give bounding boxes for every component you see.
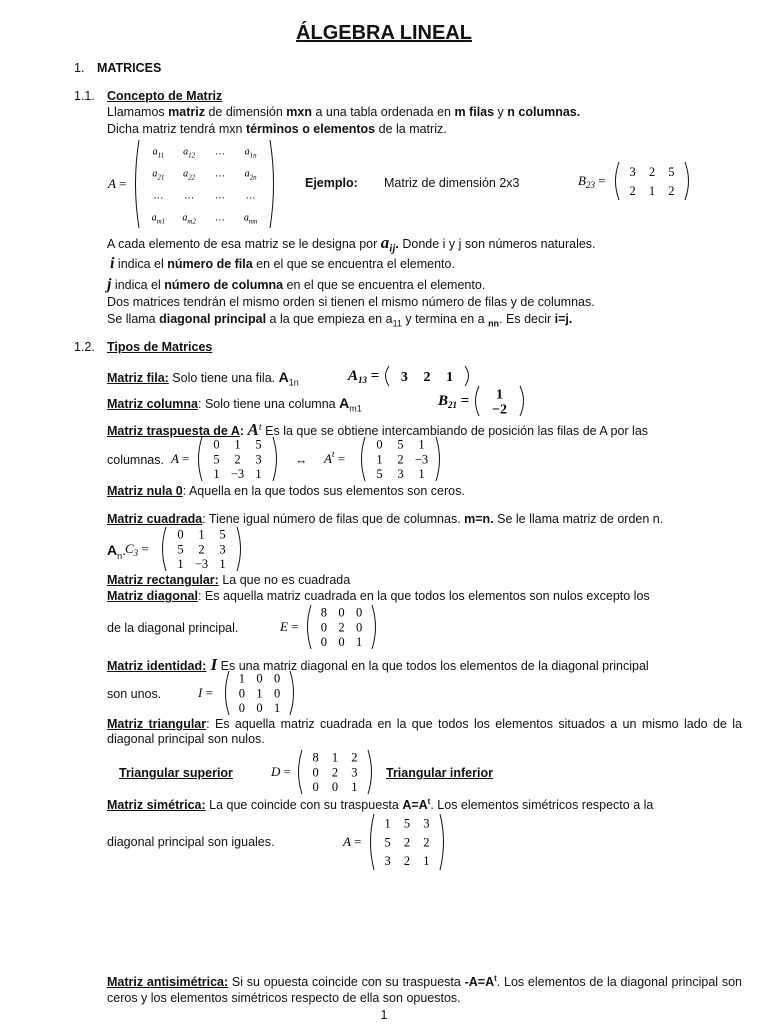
subsection-title: Tipos de Matrices <box>107 340 213 354</box>
matrix-cell: 1 <box>446 369 454 385</box>
triangular-superior-label: Triangular superior <box>119 766 233 780</box>
matrix-cell: 0 <box>376 437 383 452</box>
matrix-cell: 2 <box>234 452 241 467</box>
matrix-cell: 1 <box>177 557 184 572</box>
matrix-cell: 0 <box>338 635 345 650</box>
left-paren <box>299 750 303 794</box>
matrix-cell: 1 <box>384 816 391 831</box>
matrix-cell: … <box>245 190 256 202</box>
matrix-cell: 3 <box>400 369 408 385</box>
paragraph-line: columnas. <box>107 453 164 467</box>
matriz-traspuesta-line: Matriz traspuesta de A: $A^t$ Es la que se obtiene intercambiando de posición las filas de A por las <box>107 420 649 439</box>
matrix-cell: 2 <box>331 765 339 780</box>
matriz-rectangular-line: Matriz rectangular: La que no es cuadrada <box>107 573 351 587</box>
matrix-cell: $a_{12}$ <box>183 146 196 160</box>
matrix-cell: 2 <box>403 835 411 850</box>
matrix-name: $A_{13}$ = <box>348 368 380 385</box>
matrix-cell: 8 <box>312 750 319 765</box>
paragraph-line: de la diagonal principal. <box>107 621 239 635</box>
matrix-cell: $a_{2n}$ <box>244 168 257 182</box>
matrix-cell: … <box>214 190 225 202</box>
matrix-cell: 5 <box>255 437 262 452</box>
matrix-cell: 5 <box>213 452 220 467</box>
arrow-icon: ↔ <box>295 453 308 467</box>
page-number: 1 <box>380 1008 388 1022</box>
matrix-cell: 0 <box>177 527 184 542</box>
matrix-cell: 1 <box>238 671 245 686</box>
matrix-cell: 0 <box>320 635 327 650</box>
matrix-cell: … <box>214 212 225 224</box>
paragraph-line: Dicha matriz tendrá mxn términos o elementos de la matriz. <box>107 122 447 136</box>
matrix-cell: 1 <box>418 437 425 452</box>
matriz-columna-line: Matriz columna: Solo tiene una columna $A_{m1}$ <box>107 395 362 414</box>
matrix-cell: 3 <box>351 765 358 780</box>
paragraph-line: Se llama diagonal principal a la que empieza en $a_{11}$ y termina en a $_{nn}$. Es decir i=j. <box>107 312 573 329</box>
matrix-cell: … <box>184 190 195 202</box>
matrix-cell: 0 <box>213 437 220 452</box>
matrix-cell: 1 <box>356 635 363 650</box>
right-paren <box>237 527 241 571</box>
matrix-cell: −3 <box>414 452 429 467</box>
matrix-cell: 2 <box>403 854 411 869</box>
right-paren <box>520 386 524 416</box>
matrix-cell: 1 <box>423 854 430 869</box>
matrix-cell: 3 <box>397 467 404 482</box>
right-paren <box>436 437 440 481</box>
matrix-cell: 0 <box>238 701 245 716</box>
matrix-cell: 1 <box>256 686 263 701</box>
left-paren <box>163 527 167 571</box>
section-number: 1. <box>74 61 85 75</box>
matrix-cell: 0 <box>338 605 345 620</box>
matrix-cell: $a_{m2}$ <box>182 212 196 226</box>
matrix-cell: 2 <box>668 183 675 198</box>
paragraph-line: Dos matrices tendrán el mismo orden si tienen el mismo número de filas y de columnas. <box>107 295 595 309</box>
left-paren <box>476 386 480 416</box>
matrix-name: $A^t$ = <box>324 449 346 466</box>
matrix-name: $C_3$ = <box>125 541 149 558</box>
left-paren <box>308 605 312 649</box>
left-paren <box>136 140 140 228</box>
left-paren <box>371 814 375 870</box>
matrix-cell: 0 <box>256 671 263 686</box>
right-paren <box>440 814 444 870</box>
matrix-cell: 0 <box>356 605 363 620</box>
matrix-cell: 2 <box>397 452 404 467</box>
left-paren <box>199 437 203 481</box>
right-paren <box>685 162 689 200</box>
matrix-b23 <box>578 160 693 202</box>
matrix-cell: 5 <box>403 816 411 831</box>
right-paren <box>273 437 277 481</box>
matrix-cell: 2 <box>198 542 205 557</box>
right-paren <box>368 750 372 794</box>
matrix-cell: 1 <box>418 467 425 482</box>
subsection-number: 1.1. <box>74 89 95 103</box>
subsection-number: 1.2. <box>74 340 95 354</box>
matrix-cell: 0 <box>356 620 363 635</box>
matrix-d <box>271 748 376 796</box>
matrix-cell: 2 <box>629 183 636 198</box>
ejemplo-label: Ejemplo: <box>305 176 358 190</box>
matrix-cell: 8 <box>320 605 327 620</box>
matrix-b21 <box>438 384 528 418</box>
right-paren <box>372 605 376 649</box>
matrix-cell: 1 <box>496 387 503 403</box>
matrix-cell: 2 <box>338 620 345 635</box>
right-paren <box>270 140 274 228</box>
left-paren <box>362 437 366 481</box>
subsection-title: Concepto de Matriz <box>107 89 223 103</box>
matrix-cell: … <box>214 168 225 180</box>
matrix-cell: 2 <box>423 369 431 385</box>
matrix-name: $B_{23}$ = <box>578 173 606 190</box>
matrix-cell: 3 <box>219 542 226 557</box>
matrix-cell: 0 <box>274 671 281 686</box>
matrix-cell: 3 <box>255 452 262 467</box>
general-matrix <box>108 138 278 230</box>
matrix-cell: 0 <box>256 701 263 716</box>
matrix-cell: 0 <box>274 686 281 701</box>
matriz-diagonal-line: Matriz diagonal: Es aquella matriz cuadrada en la que todos los elementos son nulos excepto los <box>107 589 650 603</box>
paragraph-line: diagonal principal son iguales. <box>107 835 275 849</box>
paragraph-line: son unos. <box>107 687 162 701</box>
matrix-cell: … <box>214 146 225 158</box>
matrix-cell: 1 <box>198 527 205 542</box>
matrix-cell: 0 <box>312 765 319 780</box>
matrix-cell: 1 <box>219 557 226 572</box>
matrix-cell: 5 <box>376 467 383 482</box>
matrix-cell: 1 <box>331 750 339 765</box>
matrix-cell: 0 <box>312 780 319 795</box>
matrix-name: E = <box>280 619 299 634</box>
left-paren <box>226 671 230 715</box>
matrix-cell: 2 <box>351 750 358 765</box>
matrix-cell: 5 <box>384 835 391 850</box>
matrix-cell: 1 <box>213 467 220 482</box>
matrix-cell: $a_{1n}$ <box>244 146 257 160</box>
paragraph-line: A cada elemento de esa matriz se le designa por $a_{ij}$. Donde i y j son números naturales. <box>107 233 596 255</box>
matrix-name: I = <box>198 685 213 700</box>
matrix-cell: 3 <box>384 854 391 869</box>
matrix-cell: 1 <box>274 701 281 716</box>
matriz-simetrica-line: Matriz simétrica: La que coincide con su traspuesta $A=A^t$. Los elementos simétricos respecto a la <box>107 797 654 813</box>
matrix-cell: 3 <box>423 816 430 831</box>
matrix-a <box>171 435 281 483</box>
matrix-cell: 5 <box>177 542 184 557</box>
matrix-cell: 1 <box>351 780 358 795</box>
matriz-antisimetrica-paragraph: Matriz antisimétrica: Si su opuesta coincide con su traspuesta $-A=A^t$. Los elementos de la diagonal principal son ceros y los elementos simétricos respecto de ella son opuestos. <box>107 974 742 1006</box>
triangular-inferior-label: Triangular inferior <box>386 766 493 780</box>
matrix-at <box>324 435 444 483</box>
matrix-cell: 5 <box>219 527 226 542</box>
paragraph-line: Llamamos matriz de dimensión mxn a una tabla ordenada en m filas y n columnas. <box>107 105 581 119</box>
matrix-cell: −2 <box>492 402 507 418</box>
matrix-an-label: $A_n$. <box>107 542 127 561</box>
matrix-name: D = <box>271 764 291 779</box>
matrix-cell: −3 <box>230 467 245 482</box>
matrix-e <box>280 603 380 651</box>
matrix-cell: −3 <box>194 557 209 572</box>
matrix-c3 <box>125 525 245 573</box>
matrix-i <box>198 669 298 717</box>
matrix-cell: $a_{22}$ <box>183 168 196 182</box>
matrix-cell: $a_{11}$ <box>152 146 165 160</box>
matrix-cell: 3 <box>629 164 636 179</box>
matrix-cell: … <box>153 190 164 202</box>
matrix-cell: 2 <box>423 835 430 850</box>
ejemplo-text: Matriz de dimensión 2x3 <box>384 176 520 190</box>
matrix-cell: $a_{mn}$ <box>243 212 258 226</box>
page-title: ÁLGEBRA LINEAL <box>296 22 472 44</box>
matriz-nula-line: Matriz nula 0: Aquella en la que todos sus elementos son ceros. <box>107 484 465 498</box>
matrix-cell: 1 <box>255 467 262 482</box>
matrix-cell: 1 <box>648 183 656 198</box>
matrix-cell: $a_{21}$ <box>152 168 165 182</box>
matrix-cell: $a_{m1}$ <box>151 212 166 226</box>
right-paren <box>465 366 469 386</box>
matrix-name: A = <box>343 834 362 849</box>
matrix-cell: 0 <box>320 620 327 635</box>
matriz-identidad-line: Matriz identidad: I Es una matriz diagonal en la que todos los elementos de la diagonal principal <box>107 655 649 674</box>
section-title: MATRICES <box>97 61 162 75</box>
right-paren <box>290 671 294 715</box>
left-paren <box>616 162 620 200</box>
matriz-triangular-paragraph: Matriz triangular: Es aquella matriz cuadrada en la que todos los elementos situados a un mismo lado de la diagonal principal son nulos. <box>107 717 742 746</box>
matrix-cell: 2 <box>648 164 656 179</box>
matrix-cell: 0 <box>238 686 245 701</box>
paragraph-line: i indica el número de fila en el que se encuentra el elemento. <box>110 255 455 272</box>
matrix-name: A = <box>171 451 190 466</box>
matrix-cell: 5 <box>668 164 675 179</box>
matriz-cuadrada-line: Matriz cuadrada: Tiene igual número de filas que de columnas. m=n. Se le llama matriz de orden n. <box>107 512 664 526</box>
matriz-fila-line: Matriz fila: Solo tiene una fila. $A_{1n}$ <box>107 369 299 388</box>
paragraph-line: j indica el número de columna en el que se encuentra el elemento. <box>107 276 486 293</box>
matrix-cell: 1 <box>376 452 383 467</box>
matrix-name: $B_{21}$ = <box>438 393 470 410</box>
matrix-name: A = <box>108 176 127 191</box>
matrix-cell: 1 <box>234 437 241 452</box>
left-paren <box>386 366 390 386</box>
matrix-cell: 5 <box>397 437 404 452</box>
matrix-cell: 0 <box>331 780 339 795</box>
matrix-simetrica <box>343 812 448 872</box>
